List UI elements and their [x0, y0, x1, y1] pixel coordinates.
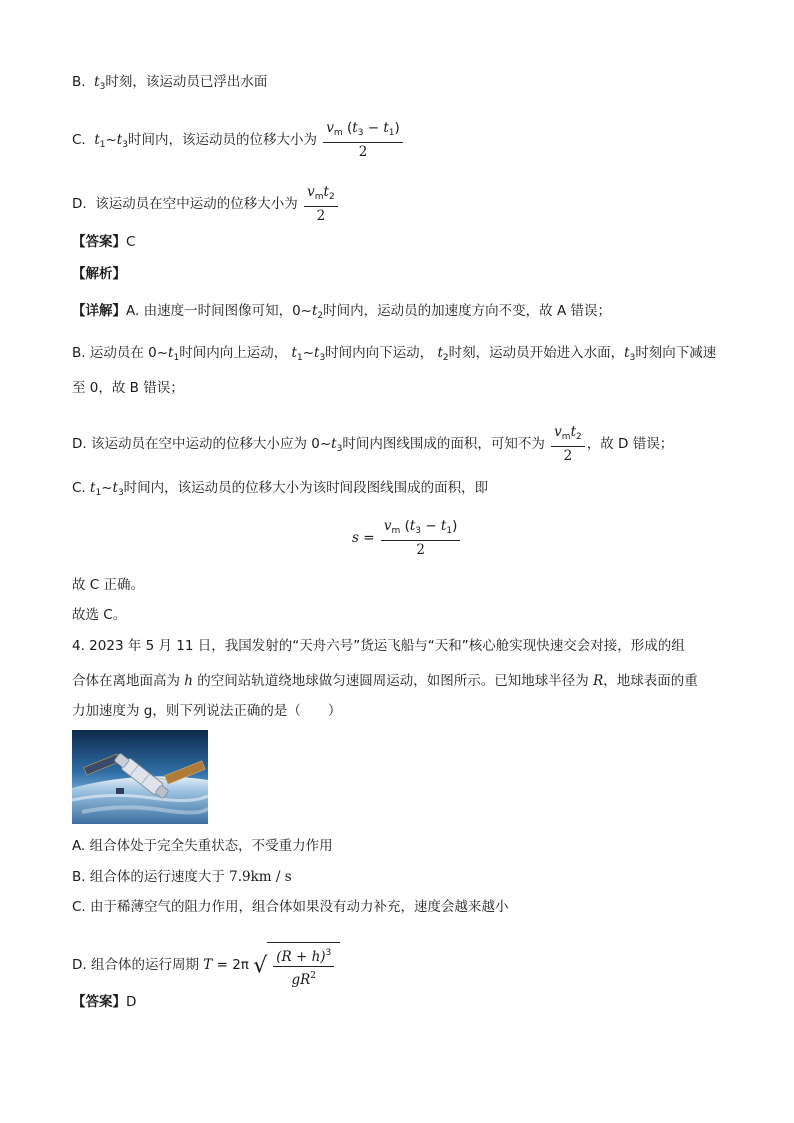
time-subscript: 3	[99, 82, 106, 92]
fraction: $\frac{v_m (t_3 - t_1)}{2}$	[381, 518, 461, 558]
option-prefix: B.	[72, 74, 86, 90]
detail-line-1: 【详解】A. 由速度一时间图像可知，$0\sim t_2$时间内，运动员的加速度方向不变，故 A 错误；	[72, 303, 611, 321]
question-4-line-2: 合体在离地面高为 h 的空间站轨道绕地球做匀速圆周运动，如图所示。已知地球半径为 R，地球表面的重	[72, 673, 698, 689]
q4-option-b: B. 组合体的运行速度大于 7.9km / s	[72, 869, 292, 885]
time-symbol: t	[94, 132, 100, 148]
detail-line-6: 故 C 正确。	[72, 577, 145, 593]
q4-option-c: C. 由于稀薄空气的阻力作用，组合体如果没有动力补充，速度会越来越小	[72, 899, 509, 915]
tilde: ~	[105, 132, 117, 148]
detail-line-3: 至 0，故 B 错误；	[72, 380, 184, 396]
analysis-label: 【解析】	[72, 266, 126, 282]
fraction: $\frac{(R + h)^3}{gR^2}$	[273, 945, 334, 988]
time-symbol: t	[116, 132, 123, 148]
square-root: √ $\frac{(R + h)^3}{gR^2}$	[253, 942, 340, 988]
option-b-line	[72, 72, 267, 97]
time-symbol: t	[94, 74, 100, 90]
option-d-line	[72, 184, 340, 224]
detail-label: 【详解】	[72, 303, 126, 319]
fraction: $\frac{v_mt_2}{2}$	[304, 184, 338, 224]
option-prefix: C.	[72, 132, 86, 148]
answer-line-2	[72, 992, 136, 1012]
answer-label: 【答案】	[72, 234, 126, 250]
equation-displacement: s = $\frac{v_m (t_3 - t_1)}{2}$	[352, 518, 462, 558]
space-station-image	[72, 730, 208, 824]
answer-label: 【答案】	[72, 994, 126, 1010]
detail-line-5: C. $t_1\sim t_3$时间内，该运动员的位移大小为该时间段图线围成的面积，即	[72, 480, 489, 498]
q4-option-d: D. 组合体的运行周期 T = 2π √ $\frac{(R + h)^3}{gR^2}$	[72, 942, 340, 988]
option-text: 时刻，该运动员已浮出水面	[105, 74, 268, 90]
option-text: 时间内，该运动员的位移大小为	[127, 132, 317, 148]
option-c-line	[72, 120, 405, 160]
answer-value: C	[126, 234, 136, 250]
time-subscript: 1	[99, 140, 106, 150]
answer-value: D	[126, 994, 137, 1010]
fraction: $\frac{v_m (t_3 - t_1)}{2}$	[323, 120, 403, 160]
time-subscript: 3	[122, 140, 128, 150]
question-4-line-1: 4. 2023 年 5 月 11 日，我国发射的“天舟六号”货运飞船与“天和”核心舱实现快速交会对接，形成的组	[72, 638, 685, 654]
detail-line-2: B. 运动员在 $0\sim t_1$时间内向上运动， $t_1\sim t_3$时间内向下运动， $t_2$时刻，运动员开始进入水面，$t_3$时刻向下减速	[72, 345, 717, 363]
q4-option-a: A. 组合体处于完全失重状态，不受重力作用	[72, 838, 333, 854]
fraction: $\frac{v_mt_2}{2}$	[551, 424, 585, 464]
detail-line-4: D. 该运动员在空中运动的位移大小应为 $0\sim t_3$时间内图线围成的面积，可知不为 $\frac{v_mt_2}{2}$ ，故 D 错误；	[72, 424, 674, 464]
answer-line	[72, 232, 135, 252]
question-4-line-3: 力加速度为 g，则下列说法正确的是（ ）	[72, 703, 342, 719]
option-text: 该运动员在空中运动的位移大小为	[95, 196, 298, 212]
analysis-line	[72, 264, 126, 284]
detail-line-7: 故选 C。	[72, 607, 127, 623]
option-prefix: D.	[72, 196, 87, 212]
